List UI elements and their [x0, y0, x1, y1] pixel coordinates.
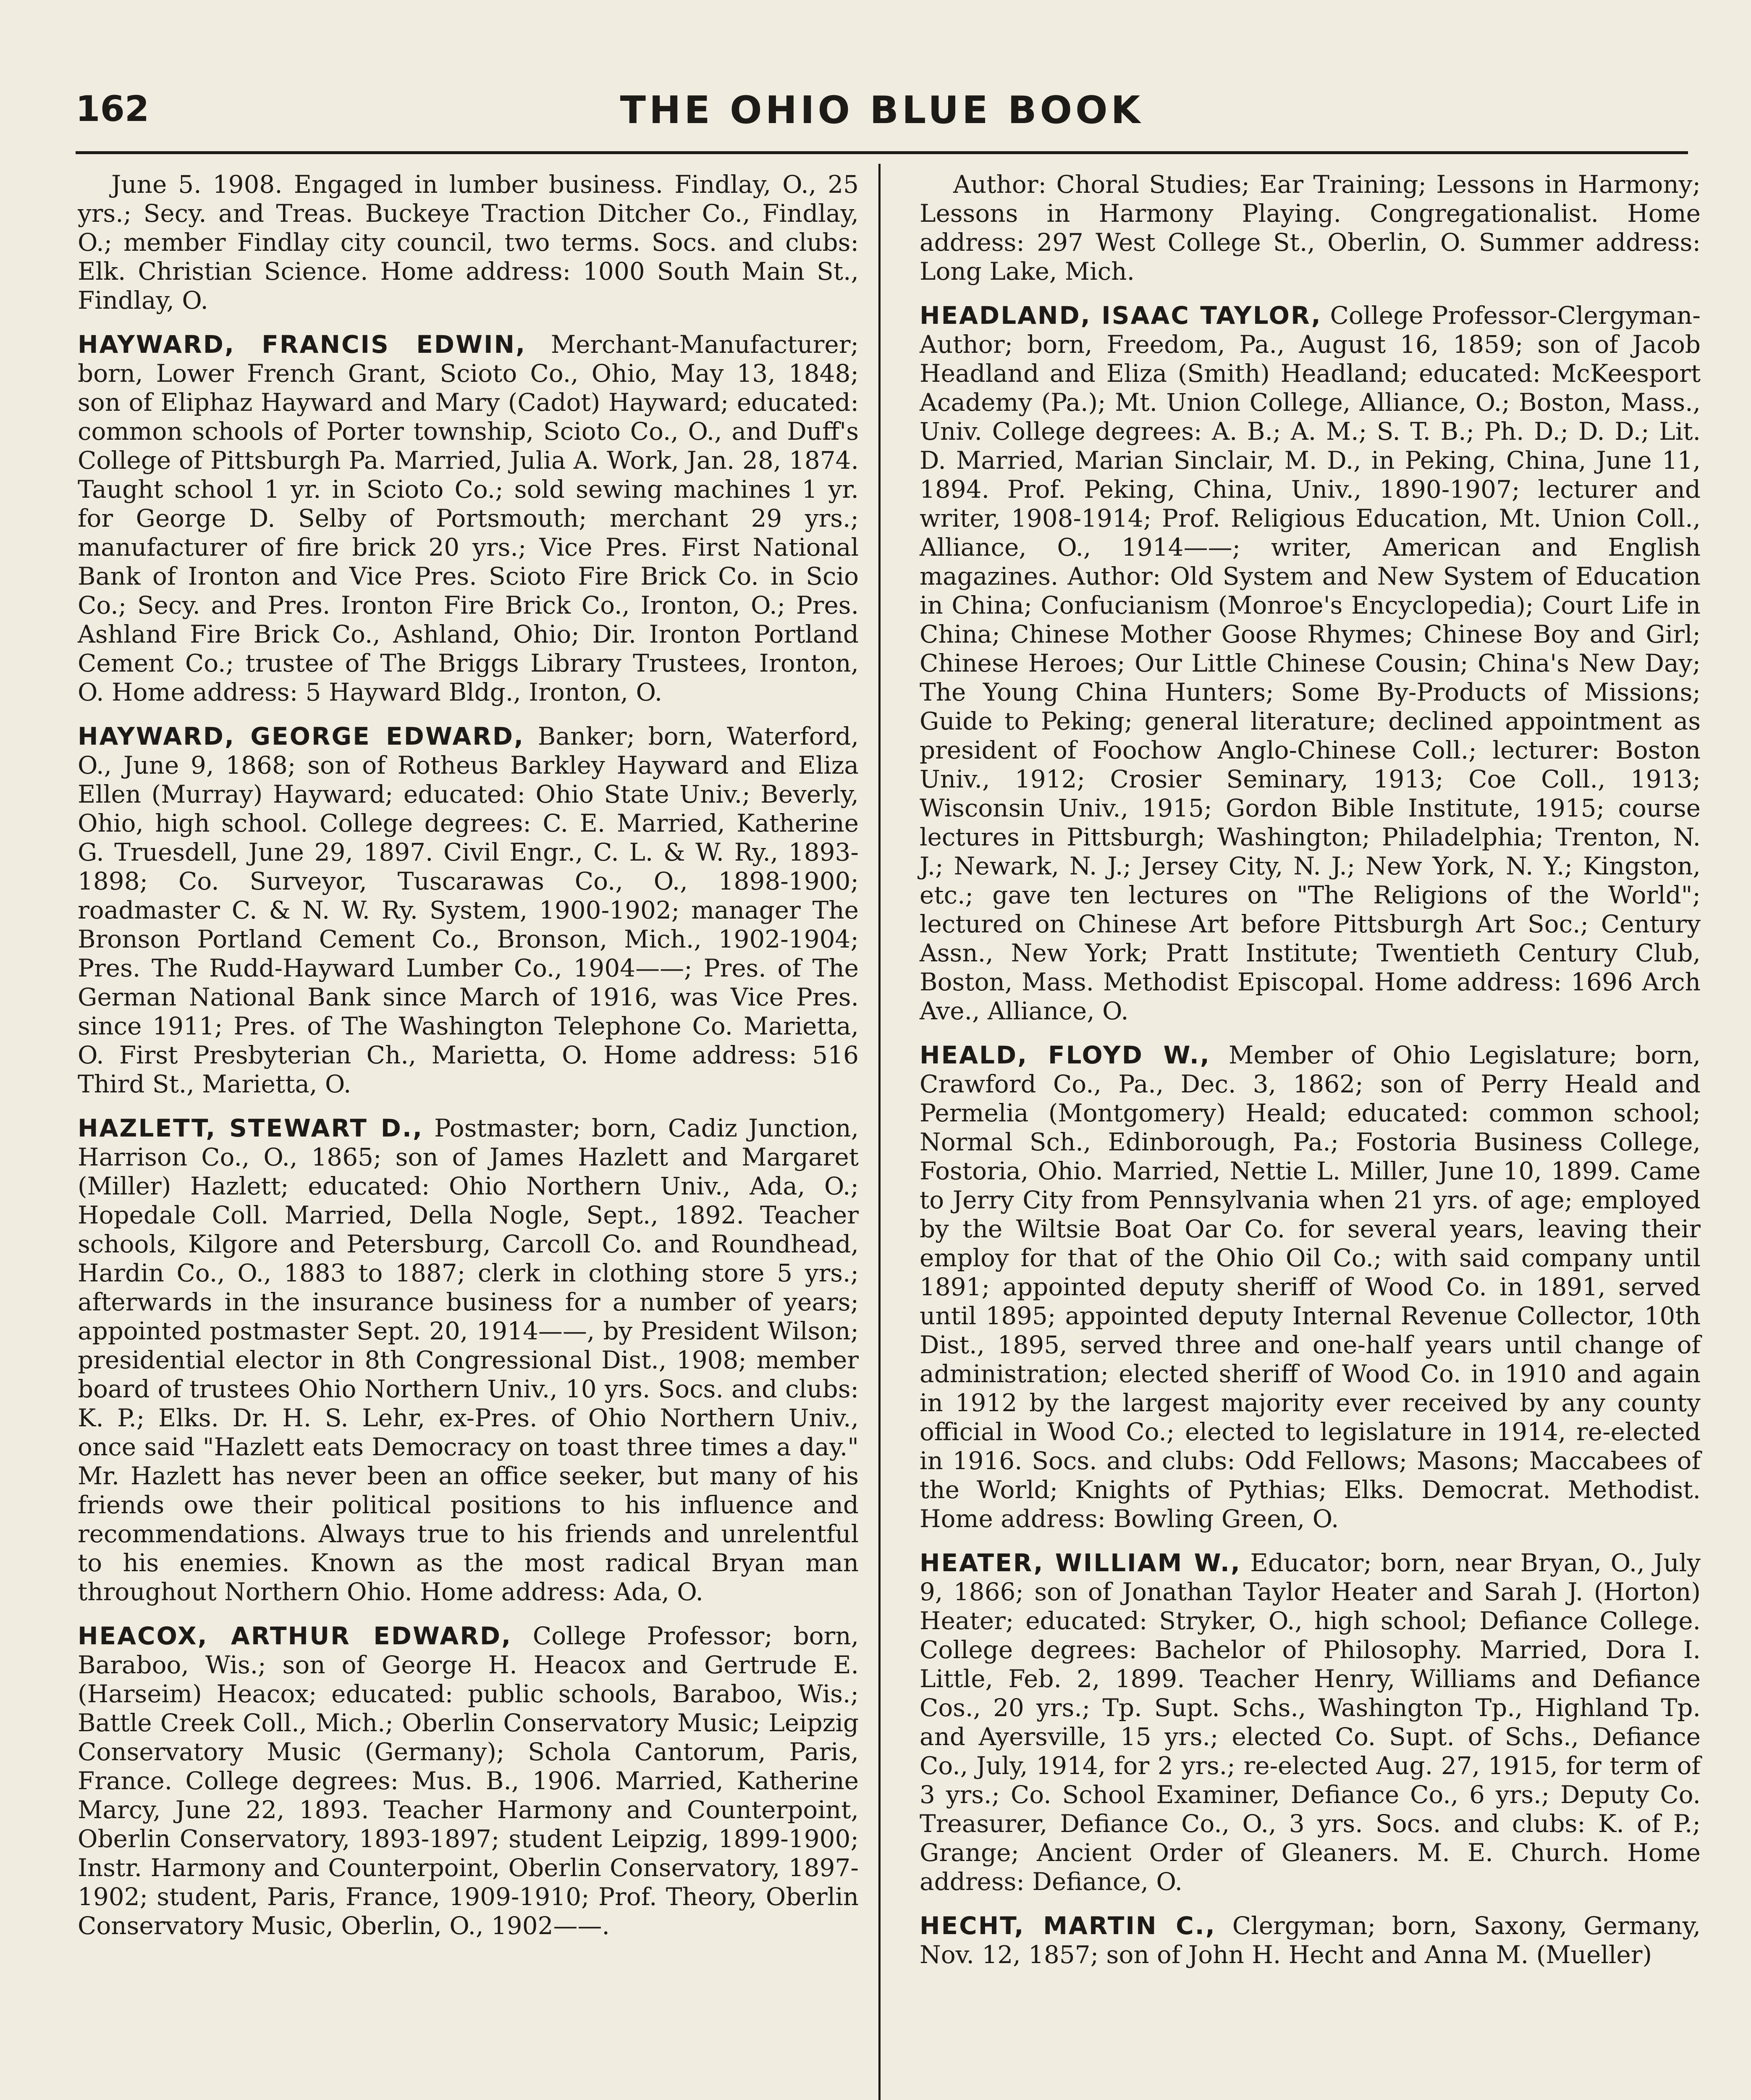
- entry-text: Banker; born, Waterford, O., June 9, 1868; son of Rotheus Barkley Hayward and Eliza Ellen (Murray) Hayward; educated: Ohio State Univ.; Beverly, Ohio, high school. College degrees: C. E. Married, Katherine G. Truesdell, June 29, 1897. Civil Engr., C. L. & W. Ry., 1893-1898; Co. Surveyor, Tuscarawas Co., O., 1898-1900; roadmaster C. & N. W. Ry. System, 1900-1902; manager The Bronson Portland Cement Co., Bronson, Mich., 1902-1904; Pres. The Rudd-Hayward Lumber Co., 1904——; Pres. of The German National Bank since March of 1916, was Vice Pres. since 1911; Pres. of The Washington Telephone Co. Marietta, O. First Presbyterian Ch., Marietta, O. Home address: 516 Third St., Marietta, O.: [78, 722, 859, 1098]
- entry-name: HEALD, FLOYD W.,: [920, 1041, 1211, 1069]
- entry-name: HEATER, WILLIAM W.,: [920, 1549, 1241, 1577]
- left-column: [78, 170, 859, 1956]
- running-title: THE OHIO BLUE BOOK: [620, 88, 1144, 132]
- entry-heater-william: [920, 1549, 1701, 1896]
- page-number: 162: [76, 88, 149, 129]
- entry-hayward-george: [78, 722, 859, 1099]
- entry-text: Merchant-Manufacturer; born, Lower French Grant, Scioto Co., Ohio, May 13, 1848; son of Eliphaz Hayward and Mary (Cadot) Hayward; educated: common schools of Porter township, Scioto Co., O., and Duff's College of Pittsburgh Pa. Married, Julia A. Work, Jan. 28, 1874. Taught school 1 yr. in Scioto Co.; sold sewing machines 1 yr. for George D. Selby of Portsmouth; merchant 29 yrs.; manufacturer of fire brick 20 yrs.; Vice Pres. First National Bank of Ironton and Vice Pres. Scioto Fire Brick Co. in Scio Co.; Secy. and Pres. Ironton Fire Brick Co., Ironton, O.; Pres. Ashland Fire Brick Co., Ashland, Ohio; Dir. Ironton Portland Cement Co.; trustee of The Briggs Library Trustees, Ironton, O. Home address: 5 Hayward Bldg., Ironton, O.: [78, 330, 859, 706]
- right-column: [920, 170, 1701, 1984]
- entry-hayward-francis: [78, 330, 859, 707]
- entry-name: HAYWARD, FRANCIS EDWIN,: [78, 330, 527, 359]
- entry-headland-isaac: [920, 301, 1701, 1026]
- entry-name: HECHT, MARTIN C.,: [920, 1911, 1216, 1940]
- column-divider: [878, 164, 881, 2100]
- entry-continuation: June 5. 1908. Engaged in lumber business. Findlay, O., 25 yrs.; Secy. and Treas. Buckeye Traction Ditcher Co., Findlay, O.; member Findlay city council, two terms. Socs. and clubs: Elk. Christian Science. Home address: 1000 South Main St., Findlay, O.: [78, 170, 859, 315]
- entry-name: HAYWARD, GEORGE EDWARD,: [78, 722, 525, 751]
- entry-name: HEACOX, ARTHUR EDWARD,: [78, 1622, 512, 1650]
- entry-continuation: Author: Choral Studies; Ear Training; Lessons in Harmony; Lessons in Harmony Playing. Congregationalist. Home address: 297 West College St., Oberlin, O. Summer address: Long Lake, Mich.: [920, 170, 1701, 286]
- entry-name: HAZLETT, STEWART D.,: [78, 1114, 423, 1142]
- entry-name: HEADLAND, ISAAC TAYLOR,: [920, 301, 1322, 330]
- entry-text: Postmaster; born, Cadiz Junction, Harrison Co., O., 1865; son of James Hazlett and Margaret (Miller) Hazlett; educated: Ohio Northern Univ., Ada, O.; Hopedale Coll. Married, Della Nogle, Sept., 1892. Teacher schools, Kilgore and Petersburg, Carcoll Co. and Roundhead, Hardin Co., O., 1883 to 1887; clerk in clothing store 5 yrs.; afterwards in the insurance business for a number of years; appointed postmaster Sept. 20, 1914——, by President Wilson; presidential elector in 8th Congressional Dist., 1908; member board of trustees Ohio Northern Univ., 10 yrs. Socs. and clubs: K. P.; Elks. Dr. H. S. Lehr, ex-Pres. of Ohio Northern Univ., once said "Hazlett eats Democracy on toast three times a day." Mr. Hazlett has never been an office seeker, but many of his friends owe their political positions to his influence and recommendations. Always true to his friends and unrelentful to his enemies. Known as the most radical Bryan man throughout Northern Ohio. Home address: Ada, O.: [78, 1114, 859, 1606]
- entry-hazlett-stewart: [78, 1114, 859, 1606]
- entry-text: College Professor-Clergyman-Author; born, Freedom, Pa., August 16, 1859; son of Jacob Headland and Eliza (Smith) Headland; educated: McKeesport Academy (Pa.); Mt. Union College, Alliance, O.; Boston, Mass., Univ. College degrees: A. B.; A. M.; S. T. B.; Ph. D.; D. D.; Lit. D. Married, Marian Sinclair, M. D., in Peking, China, June 11, 1894. Prof. Peking, China, Univ., 1890-1907; lecturer and writer, 1908-1914; Prof. Religious Education, Mt. Union Coll., Alliance, O., 1914——; writer, American and English magazines. Author: Old System and New System of Education in China; Confucianism (Monroe's Encyclopedia); Court Life in China; Chinese Mother Goose Rhymes; Chinese Boy and Girl; Chinese Heroes; Our Little Chinese Cousin; China's New Day; The Young China Hunters; Some By-Products of Missions; Guide to Peking; general literature; declined appointment as president of Foochow Anglo-Chinese Coll.; lecturer: Boston Univ., 1912; Crosier Seminary, 1913; Coe Coll., 1913; Wisconsin Univ., 1915; Gordon Bible Institute, 1915; course lectures in Pittsburgh; Washington; Philadelphia; Trenton, N. J.; Newark, N. J.; Jersey City, N. J.; New York, N. Y.; Kingston, etc.; gave ten lectures on "The Religions of the World"; lectured on Chinese Art before Pittsburgh Art Soc.; Century Assn., New York; Pratt Institute; Twentieth Century Club, Boston, Mass. Methodist Episcopal. Home address: 1696 Arch Ave., Alliance, O.: [920, 301, 1701, 1025]
- entry-text: Clergyman; born, Saxony, Germany, Nov. 12, 1857; son of John H. Hecht and Anna M. (Mueller): [920, 1911, 1701, 1969]
- entry-text: Member of Ohio Legislature; born, Crawford Co., Pa., Dec. 3, 1862; son of Perry Heald and Permelia (Montgomery) Heald; educated: common school; Normal Sch., Edinborough, Pa.; Fostoria Business College, Fostoria, Ohio. Married, Nettie L. Miller, June 10, 1899. Came to Jerry City from Pennsylvania when 21 yrs. of age; employed by the Wiltsie Boat Oar Co. for several years, leaving their employ for that of the Ohio Oil Co.; with said company until 1891; appointed deputy sheriff of Wood Co. in 1891, served until 1895; appointed deputy Internal Revenue Collector, 10th Dist., 1895, served three and one-half years until change of administration; elected sheriff of Wood Co. in 1910 and again in 1912 by the largest majority ever received by any county official in Wood Co.; elected to legislature in 1914, re-elected in 1916. Socs. and clubs: Odd Fellows; Masons; Maccabees of the World; Knights of Pythias; Elks. Democrat. Methodist. Home address: Bowling Green, O.: [920, 1041, 1701, 1533]
- entry-text: Educator; born, near Bryan, O., July 9, 1866; son of Jonathan Taylor Heater and Sarah J. (Horton) Heater; educated: Stryker, O., high school; Defiance College. College degrees: Bachelor of Philosophy. Married, Dora I. Little, Feb. 2, 1899. Teacher Henry, Williams and Defiance Cos., 20 yrs.; Tp. Supt. Schs., Washington Tp., Highland Tp. and Ayersville, 15 yrs.; elected Co. Supt. of Schs., Defiance Co., July, 1914, for 2 yrs.; re-elected Aug. 27, 1915, for term of 3 yrs.; Co. School Examiner, Defiance Co., 6 yrs.; Deputy Co. Treasurer, Defiance Co., O., 3 yrs. Socs. and clubs: K. of P.; Grange; Ancient Order of Gleaners. M. E. Church. Home address: Defiance, O.: [920, 1549, 1701, 1896]
- entry-hecht-martin: [920, 1911, 1701, 1969]
- entry-heacox-arthur: [78, 1622, 859, 1940]
- entry-text: College Professor; born, Baraboo, Wis.; son of George H. Heacox and Gertrude E. (Harseim) Heacox; educated: public schools, Baraboo, Wis.; Battle Creek Coll., Mich.; Oberlin Conservatory Music; Leipzig Conservatory Music (Germany); Schola Cantorum, Paris, France. College degrees: Mus. B., 1906. Married, Katherine Marcy, June 22, 1893. Teacher Harmony and Counterpoint, Oberlin Conservatory, 1893-1897; student Leipzig, 1899-1900; Instr. Harmony and Counterpoint, Oberlin Conservatory, 1897-1902; student, Paris, France, 1909-1910; Prof. Theory, Oberlin Conservatory Music, Oberlin, O., 1902——.: [78, 1622, 859, 1940]
- entry-heald-floyd: [920, 1041, 1701, 1533]
- page-header: [76, 84, 1688, 154]
